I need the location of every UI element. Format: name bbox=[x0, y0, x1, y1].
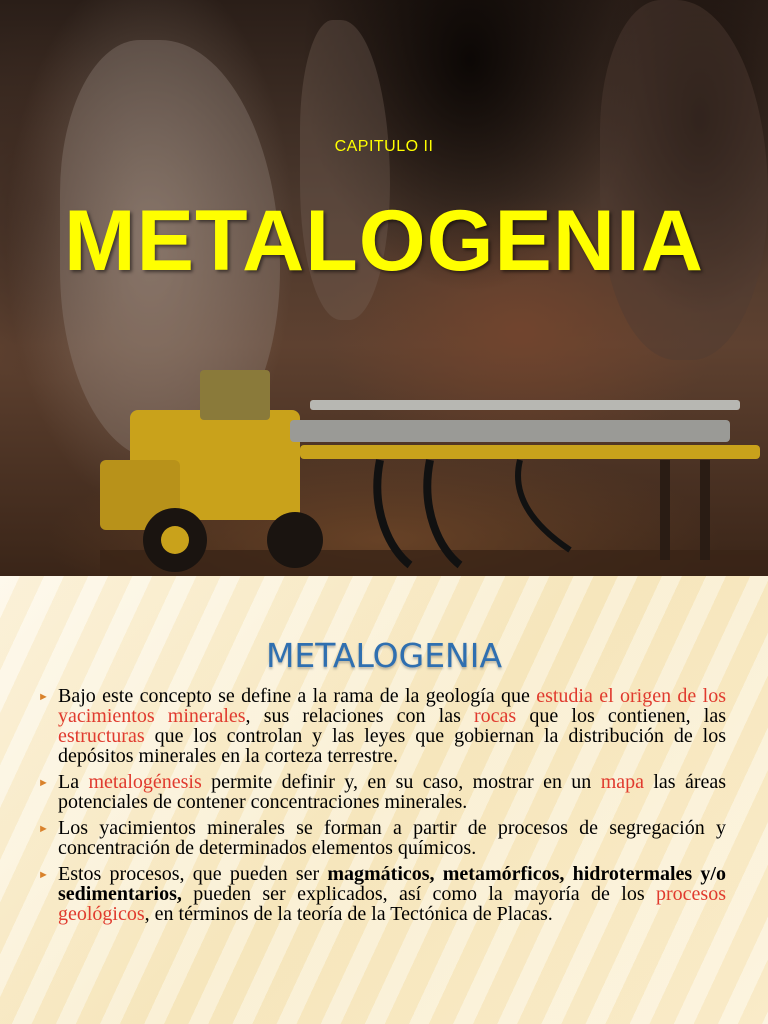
highlight-text: estructuras bbox=[58, 725, 145, 747]
list-item: ► Estos procesos, que pueden ser magmáticos, metamórficos, hidrotermales y/o sedimentarios, pueden ser explicados, así como la mayoría de los procesos geológicos, en términos de la teoría de la Tectónica de Placas. bbox=[38, 863, 726, 925]
arrow-bullet-icon: ► bbox=[38, 823, 49, 835]
list-item: ► La metalogénesis permite definir y, en su caso, mostrar en un mapa las áreas potenciales de contener concentraciones minerales. bbox=[38, 771, 727, 813]
rock-wall-right bbox=[600, 0, 768, 360]
drilling-rig-image bbox=[100, 350, 768, 576]
list-item: ► Bajo este concepto se define a la rama de la geología que estudia el origen de los yacimientos minerales, sus relaciones con las rocas que los contienen, las estructuras que los controlan y las leyes que gobiernan la distribución de los depósitos minerales en la corteza terrestre. bbox=[38, 685, 726, 767]
highlight-text: mapa bbox=[600, 771, 644, 793]
bold-text: magmáticos, metamórficos, hidrotermales y/o sedimentarios, bbox=[58, 863, 726, 905]
bullet-list bbox=[38, 685, 727, 930]
arrow-bullet-icon: ► bbox=[38, 869, 49, 881]
slide-heading: METALOGENIA bbox=[265, 636, 503, 675]
highlight-text: metalogénesis bbox=[88, 771, 202, 793]
list-item: ► Los yacimientos minerales se forman a partir de procesos de segregación y concentración de determinados elementos químicos. bbox=[38, 817, 726, 859]
arrow-bullet-icon: ► bbox=[38, 691, 49, 703]
highlight-text: rocas bbox=[474, 705, 517, 727]
chapter-label: CAPITULO II bbox=[334, 138, 434, 155]
content-slide bbox=[0, 576, 768, 1024]
arrow-bullet-icon: ► bbox=[38, 777, 49, 789]
highlight-text: procesos geológicos bbox=[58, 883, 726, 925]
slide-title: METALOGENIA bbox=[63, 193, 705, 289]
highlight-text: estudia el origen de los yacimientos minerales bbox=[58, 685, 726, 727]
